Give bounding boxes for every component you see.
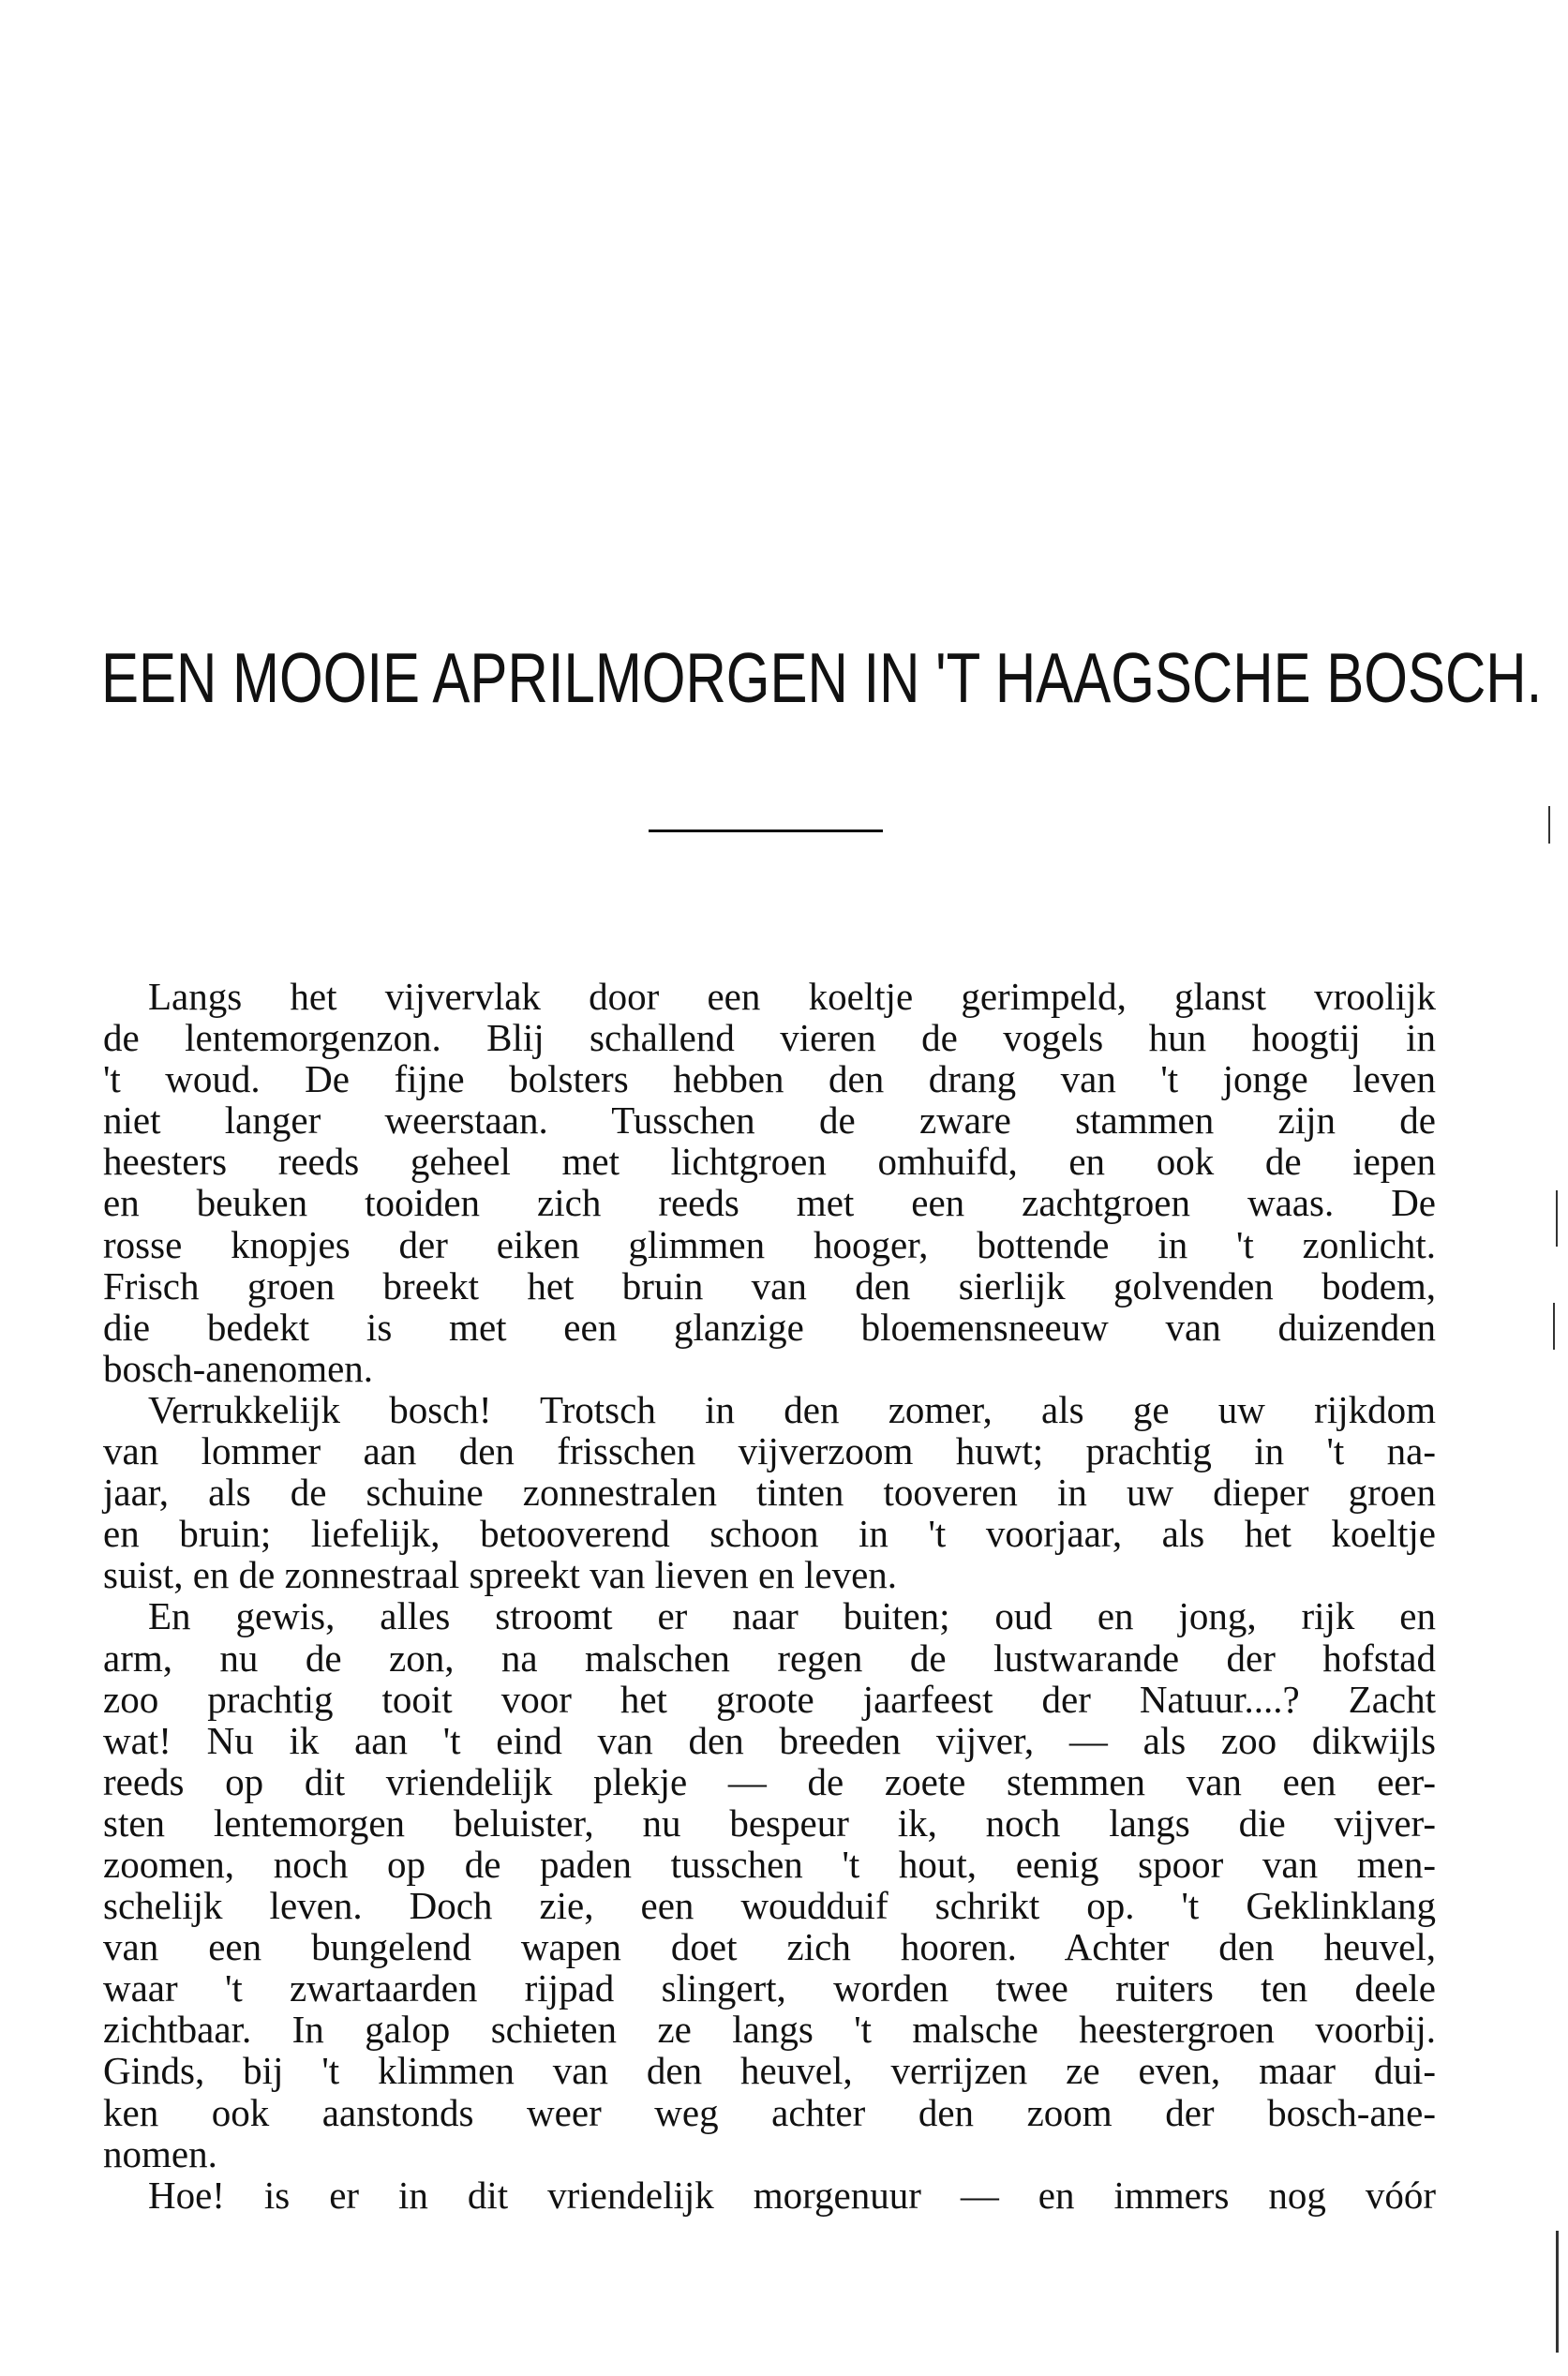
scan-artifact xyxy=(1548,806,1550,844)
text-line: niet langer weerstaan. Tusschen de zware stammen zijn de xyxy=(103,1098,1436,1143)
text-line: die bedekt is met een glanzige bloemensneeuw van duizenden xyxy=(103,1305,1436,1349)
text-line: bosch-anenomen. xyxy=(103,1346,374,1390)
text-line: reeds op dit vriendelijk plekje — de zoete stemmen van een eer- xyxy=(103,1759,1436,1803)
page-title: EEN MOOIE APRILMORGEN IN 'T HAAGSCHE BOSCH. xyxy=(101,638,1543,717)
text-line: Ginds, bij 't klimmen van den heuvel, verrijzen ze even, maar dui- xyxy=(103,2049,1436,2093)
text-line: Frisch groen breekt het bruin van den sierlijk golvenden bodem, xyxy=(103,1263,1436,1308)
text-line: de lentemorgenzon. Blij schallend vieren de vogels hun hoogtij in xyxy=(103,1016,1436,1060)
text-line: zoo prachtig tooit voor het groote jaarfeest der Natuur....? Zacht xyxy=(103,1677,1436,1721)
text-line: van lommer aan den frisschen vijverzoom huwt; prachtig in 't na- xyxy=(103,1429,1436,1473)
body-text xyxy=(103,976,1436,2216)
text-line: suist, en de zonnestraal spreekt van lieven en leven. xyxy=(103,1553,898,1597)
text-line: En gewis, alles stroomt er naar buiten; oud en jong, rijk en xyxy=(148,1594,1436,1638)
text-line: Langs het vijvervlak door een koeltje gerimpeld, glanst vroolijk xyxy=(148,975,1436,1018)
text-line: schelijk leven. Doch zie, een woudduif schrikt op. 't Geklinklang xyxy=(103,1884,1436,1928)
scan-artifact xyxy=(1556,2231,1559,2353)
text-line: rosse knopjes der eiken glimmen hooger, bottende in 't zonlicht. xyxy=(103,1222,1436,1266)
text-line: Hoe! is er in dit vriendelijk morgenuur — en immers nog vóór xyxy=(148,2173,1436,2217)
text-line: en bruin; liefelijk, betooverend schoon in 't voorjaar, als het koeltje xyxy=(103,1512,1436,1556)
text-line: zichtbaar. In galop schieten ze langs 't malsche heestergroen voorbij. xyxy=(103,2008,1436,2052)
text-line: van een bungelend wapen doet zich hooren. Achter den heuvel, xyxy=(103,1925,1436,1969)
text-line: zoomen, noch op de paden tusschen 't hout, eenig spoor van men- xyxy=(103,1842,1436,1886)
text-line: arm, nu de zon, na malschen regen de lustwarande der hofstad xyxy=(103,1636,1436,1680)
text-line: nomen. xyxy=(103,2131,217,2175)
text-line: en beuken tooiden zich reeds met een zachtgroen waas. De xyxy=(103,1181,1436,1225)
text-line: wat! Nu ik aan 't eind van den breeden vijver, — als zoo dikwijls xyxy=(103,1718,1436,1762)
scan-artifact xyxy=(1556,1190,1558,1247)
text-line: jaar, als de schuine zonnestralen tinten tooveren in uw dieper groen xyxy=(103,1471,1436,1515)
title-divider xyxy=(649,829,883,832)
text-line: Verrukkelijk bosch! Trotsch in den zomer, als ge uw rijkdom xyxy=(148,1387,1436,1431)
text-line: ken ook aanstonds weer weg achter den zoom der bosch-ane- xyxy=(103,2090,1436,2134)
text-line: 't woud. De fijne bolsters hebben den drang van 't jonge leven xyxy=(103,1057,1436,1101)
scan-artifact xyxy=(1553,1303,1555,1350)
text-line: waar 't zwartaarden rijpad slingert, worden twee ruiters ten deele xyxy=(103,1966,1436,2010)
text-line: sten lentemorgen beluister, nu bespeur ik, noch langs die vijver- xyxy=(103,1801,1436,1845)
text-line: heesters reeds geheel met lichtgroen omhuifd, en ook de iepen xyxy=(103,1140,1436,1184)
